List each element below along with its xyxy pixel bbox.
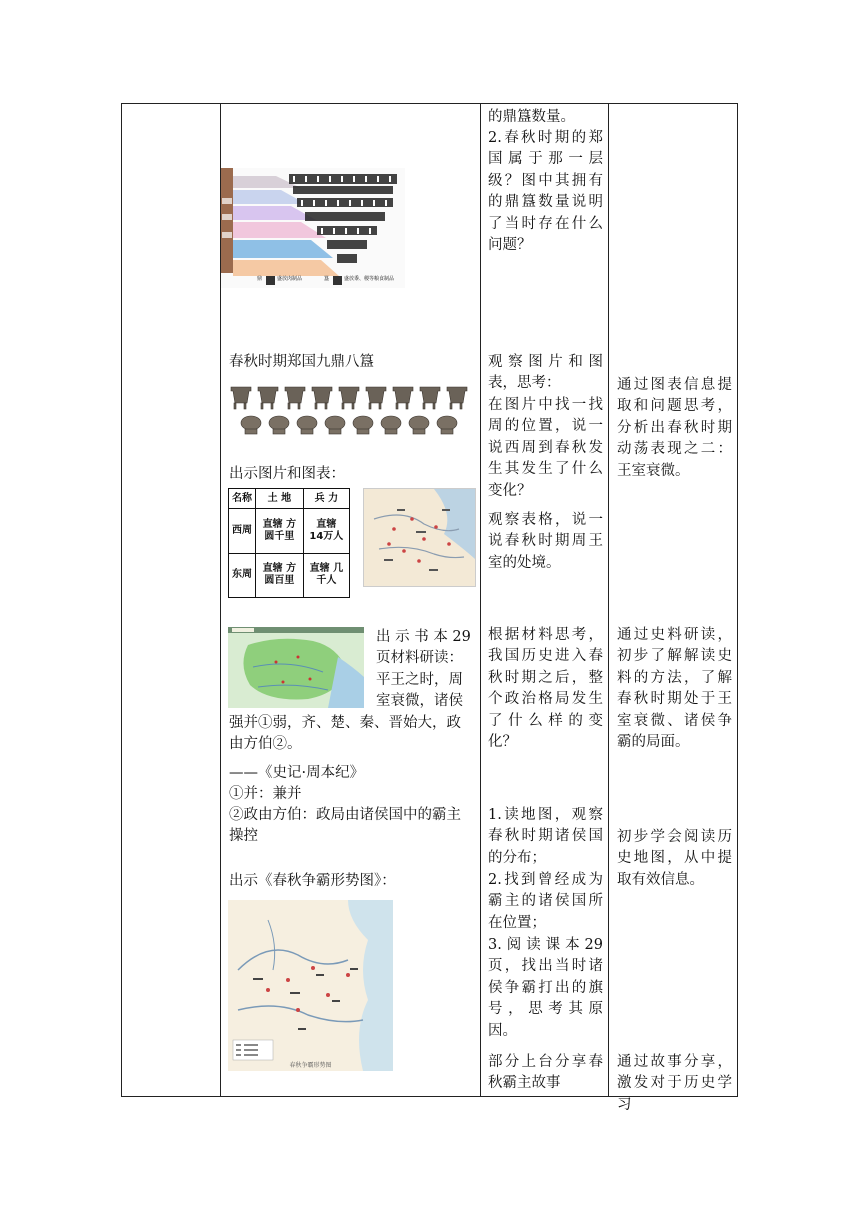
row-west-zhou: 西周: [229, 509, 256, 554]
zhou-map-small: [363, 488, 476, 587]
ding-gui-caption: 春秋时期郑国九鼎八簋: [229, 354, 374, 370]
west-army: 直辖 14万人: [303, 509, 349, 554]
book-reading-line: 平王之时，周: [376, 671, 463, 688]
student-text-10: 部分上台分享春秋霸主故事: [488, 1054, 603, 1092]
student-text-9: 3.阅读课本29页，找出当时诸侯争霸打出的旗号，思考其原因。: [488, 937, 603, 1039]
header-name: 名称: [229, 489, 256, 509]
intent-text-4: 通过故事分享，激发对于历史学习: [617, 1054, 732, 1113]
student-text-4: 在图片中找一找周的位置，说一说西周到春秋发生其发生了什么变化？: [488, 397, 603, 499]
book-reading-line: 页材料研读：: [376, 650, 463, 667]
student-text-2: 2.春秋时期的郑国属于那一层级？图中其拥有的鼎簋数量说明了当时存在什么问题？: [488, 130, 603, 254]
land-army-table: [228, 488, 352, 600]
column-divider: [608, 104, 609, 1096]
east-army: 直辖 几千人: [303, 553, 349, 598]
show-map-label: 出示《春秋争霸形势图》：: [229, 873, 396, 889]
student-text-7: 1.读地图，观察春秋时期诸侯国的分布；: [488, 807, 603, 866]
hegemony-map-caption: 春秋争霸形势图: [289, 1062, 332, 1069]
intent-text-3: 初步学会阅读历史地图，从中提取有效信息。: [617, 829, 732, 888]
hegemony-map: [228, 900, 393, 1071]
intent-text-2: 通过史料研读，初步了解解读史料的方法，了解春秋时期处于王室衰微、诸侯争霸的局面。: [617, 627, 732, 751]
annotation-2: ②政由方伯：政局由诸侯国中的霸主操控: [229, 807, 461, 845]
student-text-5: 观察表格，说一说春秋时期周王室的处境。: [488, 512, 603, 571]
east-land: 直辖 方圆百里: [256, 553, 304, 598]
west-land: 直辖 方圆千里: [256, 509, 304, 554]
header-army: 兵 力: [303, 489, 349, 509]
ding-gui-pyramid-image: [221, 168, 405, 288]
annotation-1: ①并：兼并: [229, 786, 302, 802]
legend-label-ding-use: 盛放肉制品: [277, 276, 303, 282]
book-reading-text: [376, 627, 474, 713]
ding-gui-photo: [229, 383, 475, 439]
row-east-zhou: 东周: [229, 553, 256, 598]
legend-label-ding: 鼎: [257, 276, 263, 282]
student-text-3: 观察图片和图表，思考：: [488, 354, 603, 392]
student-text-8: 2.找到曾经成为霸主的诸侯国所在位置；: [488, 872, 603, 931]
quote-source: ——《史记·周本纪》: [229, 765, 365, 781]
show-chart-label: 出示图片和图表：: [229, 466, 345, 482]
book-reading-line: 室衰微，诸侯: [376, 693, 463, 710]
legend-label-gui-use: 盛放黍、稷等粮食制品: [344, 276, 395, 282]
quote-continued: 强并①弱，齐、楚、秦、晋始大，政由方伯②。: [229, 715, 461, 753]
lesson-table: [121, 103, 738, 1097]
legend-label-gui: 簋: [324, 276, 330, 282]
student-text-1: 的鼎簋数量。: [488, 109, 575, 125]
zhou-territory-map: [228, 627, 364, 708]
header-land: 土 地: [256, 489, 304, 509]
book-reading-line: 出 示 书 本 29: [376, 629, 471, 645]
column-divider: [480, 104, 481, 1096]
intent-text-1: 通过图表信息提取和问题思考，分析出春秋时期动荡表现之二：王室衰微。: [617, 377, 732, 479]
student-text-6: 根据材料思考，我国历史进入春秋时期之后，整个政治格局发生了什么样的变化？: [488, 627, 603, 751]
